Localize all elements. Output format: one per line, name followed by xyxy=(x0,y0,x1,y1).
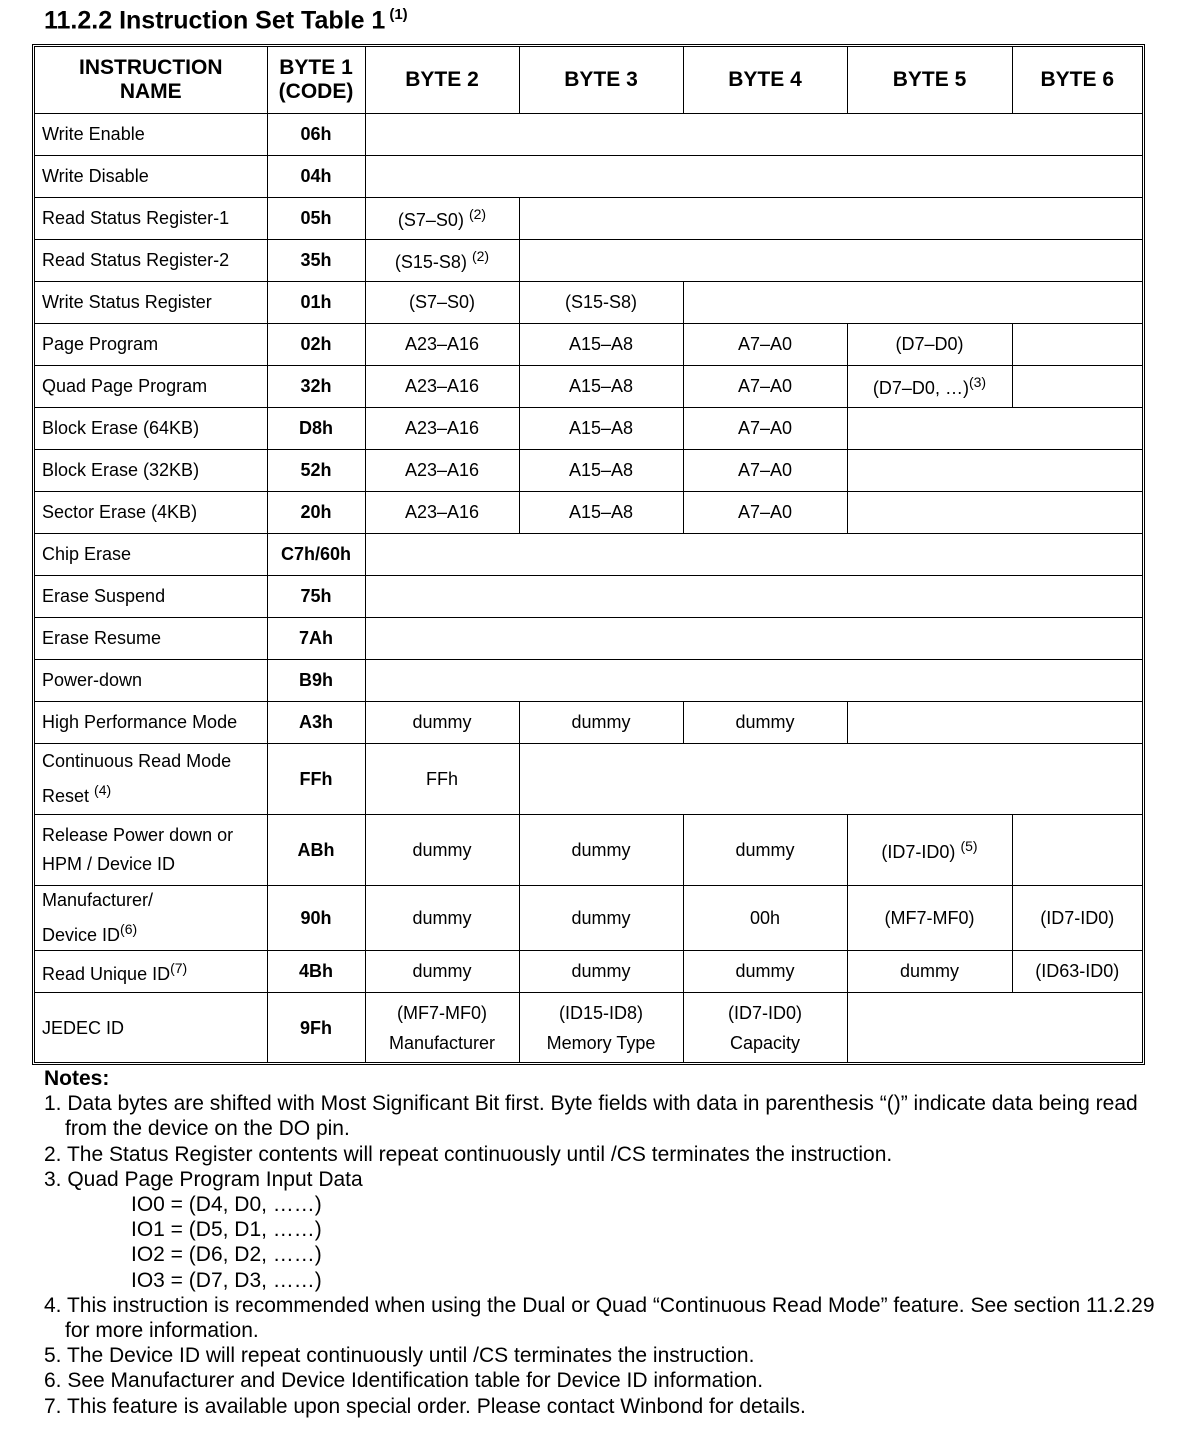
instruction-name: Power-down xyxy=(35,660,267,702)
instruction-code: 9Fh xyxy=(267,993,365,1064)
byte4-cell: A7–A0 xyxy=(683,324,847,366)
instruction-code: 02h xyxy=(267,324,365,366)
byte2-cell: A23–A16 xyxy=(365,408,519,450)
instruction-code: 7Ah xyxy=(267,618,365,660)
byte5-cell: (MF7-MF0) xyxy=(847,886,1012,951)
instruction-code: 20h xyxy=(267,492,365,534)
instruction-code: 75h xyxy=(267,576,365,618)
byte3-cell: dummy xyxy=(519,886,683,951)
instruction-code: 35h xyxy=(267,240,365,282)
byte4-cell: A7–A0 xyxy=(683,366,847,408)
byte5-cell: (D7–D0) xyxy=(847,324,1012,366)
instruction-code: 01h xyxy=(267,282,365,324)
table-row xyxy=(35,198,1142,240)
instruction-name: Continuous Read Mode Reset $^{(4)}$ xyxy=(35,744,267,815)
instruction-name: Read Status Register-2 xyxy=(35,240,267,282)
byte2-cell: (S7–S0) xyxy=(365,282,519,324)
col-header-byte6: BYTE 6 xyxy=(1012,47,1142,114)
instruction-name: Read Unique ID$^{(7)}$ xyxy=(35,951,267,993)
empty-cell xyxy=(519,744,1142,815)
table-row xyxy=(35,492,1142,534)
instruction-name: Block Erase (64KB) xyxy=(35,408,267,450)
byte4-cell: A7–A0 xyxy=(683,492,847,534)
empty-cell xyxy=(365,534,1142,576)
byte3-cell: A15–A8 xyxy=(519,366,683,408)
instruction-name: JEDEC ID xyxy=(35,993,267,1064)
instruction-code: 90h xyxy=(267,886,365,951)
byte4-cell: 00h xyxy=(683,886,847,951)
instruction-name: Block Erase (32KB) xyxy=(35,450,267,492)
table-row xyxy=(35,324,1142,366)
section-heading-footnote: (1) xyxy=(389,6,408,23)
byte6-cell: (ID63-ID0) xyxy=(1012,951,1142,993)
byte2-cell: (S15-S8) $^{(2)}$ xyxy=(365,240,519,282)
instruction-code: A3h xyxy=(267,702,365,744)
instruction-name: Quad Page Program xyxy=(35,366,267,408)
byte2-cell: FFh xyxy=(365,744,519,815)
byte3-cell: A15–A8 xyxy=(519,324,683,366)
table-row xyxy=(35,366,1142,408)
section-heading-text: 11.2.2 Instruction Set Table 1 xyxy=(44,6,386,35)
empty-cell xyxy=(847,492,1142,534)
instruction-code: 32h xyxy=(267,366,365,408)
col-header-byte5: BYTE 5 xyxy=(847,47,1012,114)
byte2-cell: A23–A16 xyxy=(365,324,519,366)
table-row xyxy=(35,576,1142,618)
byte4-cell: A7–A0 xyxy=(683,450,847,492)
note-3-io2: IO2 = (D6, D2, ……) xyxy=(131,1243,322,1267)
byte6-cell: (ID7-ID0) xyxy=(1012,886,1142,951)
empty-cell xyxy=(1012,366,1142,408)
table-row xyxy=(35,282,1142,324)
empty-cell xyxy=(365,576,1142,618)
byte4-cell: dummy xyxy=(683,702,847,744)
empty-cell xyxy=(519,198,1142,240)
empty-cell xyxy=(847,702,1142,744)
table-row xyxy=(35,886,1142,951)
table-row xyxy=(35,744,1142,815)
byte3-cell: dummy xyxy=(519,702,683,744)
table-row xyxy=(35,114,1142,156)
byte2-cell: (S7–S0) $^{(2)}$ xyxy=(365,198,519,240)
table-row xyxy=(35,450,1142,492)
byte4-cell: A7–A0 xyxy=(683,408,847,450)
note-3-io1: IO1 = (D5, D1, ……) xyxy=(131,1218,322,1242)
instruction-table-frame xyxy=(32,44,1145,1065)
byte3-cell: dummy xyxy=(519,815,683,886)
instruction-code: FFh xyxy=(267,744,365,815)
note-3-io3: IO3 = (D7, D3, ……) xyxy=(131,1268,322,1292)
instruction-name: High Performance Mode xyxy=(35,702,267,744)
section-heading xyxy=(44,6,408,35)
instruction-code: B9h xyxy=(267,660,365,702)
byte3-cell: (ID15-ID8) Memory Type xyxy=(519,993,683,1064)
col-header-name: INSTRUCTION NAME xyxy=(35,47,267,114)
instruction-code: 04h xyxy=(267,156,365,198)
byte2-cell: dummy xyxy=(365,702,519,744)
col-header-byte1: BYTE 1 (CODE) xyxy=(267,47,365,114)
col-header-byte4: BYTE 4 xyxy=(683,47,847,114)
notes-title: Notes: xyxy=(44,1067,110,1090)
instruction-name: Manufacturer/ Device ID$^{(6)}$ xyxy=(35,886,267,951)
table-header-row xyxy=(35,47,1142,114)
table-row xyxy=(35,993,1142,1064)
table-row xyxy=(35,815,1142,886)
empty-cell xyxy=(847,408,1142,450)
byte2-cell: dummy xyxy=(365,886,519,951)
byte2-cell: dummy xyxy=(365,815,519,886)
instruction-code: 4Bh xyxy=(267,951,365,993)
table-row xyxy=(35,618,1142,660)
instruction-name: Sector Erase (4KB) xyxy=(35,492,267,534)
empty-cell xyxy=(847,450,1142,492)
instruction-code: 05h xyxy=(267,198,365,240)
instruction-name: Write Enable xyxy=(35,114,267,156)
empty-cell xyxy=(683,282,1142,324)
note-4: 4. This instruction is recommended when using the Dual or Quad “Continuous Read Mode” feature. See section 11.2.29 for more information. xyxy=(44,1293,1155,1343)
col-header-byte2: BYTE 2 xyxy=(365,47,519,114)
byte5-cell: dummy xyxy=(847,951,1012,993)
empty-cell xyxy=(365,114,1142,156)
table-row xyxy=(35,240,1142,282)
empty-cell xyxy=(1012,324,1142,366)
byte3-cell: dummy xyxy=(519,951,683,993)
byte2-cell: (MF7-MF0) Manufacturer xyxy=(365,993,519,1064)
table-row xyxy=(35,534,1142,576)
empty-cell xyxy=(365,660,1142,702)
instruction-name: Chip Erase xyxy=(35,534,267,576)
byte4-cell: dummy xyxy=(683,815,847,886)
note-5: 5. The Device ID will repeat continuously until /CS terminates the instruction. xyxy=(44,1344,755,1368)
byte3-cell: A15–A8 xyxy=(519,492,683,534)
instruction-code: 52h xyxy=(267,450,365,492)
byte2-cell: A23–A16 xyxy=(365,450,519,492)
table-row xyxy=(35,951,1142,993)
instruction-code: D8h xyxy=(267,408,365,450)
col-header-byte3: BYTE 3 xyxy=(519,47,683,114)
note-1: 1. Data bytes are shifted with Most Significant Bit first. Byte fields with data in parenthesis “()” indicate data being read from the device on the DO pin. xyxy=(44,1092,1138,1141)
instruction-name: Page Program xyxy=(35,324,267,366)
table-row xyxy=(35,156,1142,198)
byte3-cell: A15–A8 xyxy=(519,450,683,492)
byte2-cell: A23–A16 xyxy=(365,366,519,408)
empty-cell xyxy=(365,618,1142,660)
notes-section xyxy=(44,1066,1184,1419)
byte5-cell: (ID7-ID0) $^{(5)}$ xyxy=(847,815,1012,886)
byte2-cell: dummy xyxy=(365,951,519,993)
empty-cell xyxy=(519,240,1142,282)
byte3-cell: A15–A8 xyxy=(519,408,683,450)
note-7: 7. This feature is available upon special order. Please contact Winbond for details. xyxy=(44,1394,806,1418)
byte2-cell: A23–A16 xyxy=(365,492,519,534)
instruction-set-table xyxy=(35,47,1142,1063)
instruction-name: Erase Resume xyxy=(35,618,267,660)
note-2: 2. The Status Register contents will repeat continuously until /CS terminates the instruction. xyxy=(44,1142,893,1166)
byte5-cell: (D7–D0, …)$^{(3)}$ xyxy=(847,366,1012,408)
table-row xyxy=(35,408,1142,450)
empty-cell xyxy=(1012,815,1142,886)
instruction-code: C7h/60h xyxy=(267,534,365,576)
table-row xyxy=(35,660,1142,702)
instruction-name: Write Status Register xyxy=(35,282,267,324)
empty-cell xyxy=(365,156,1142,198)
instruction-code: 06h xyxy=(267,114,365,156)
empty-cell xyxy=(847,993,1142,1064)
note-3-io0: IO0 = (D4, D0, ……) xyxy=(131,1193,322,1217)
instruction-name: Release Power down or HPM / Device ID xyxy=(35,815,267,886)
note-6: 6. See Manufacturer and Device Identification table for Device ID information. xyxy=(44,1369,764,1393)
note-3: 3. Quad Page Program Input Data xyxy=(44,1167,363,1191)
byte3-cell: (S15-S8) xyxy=(519,282,683,324)
instruction-code: ABh xyxy=(267,815,365,886)
instruction-name: Read Status Register-1 xyxy=(35,198,267,240)
instruction-name: Erase Suspend xyxy=(35,576,267,618)
byte4-cell: dummy xyxy=(683,951,847,993)
byte4-cell: (ID7-ID0) Capacity xyxy=(683,993,847,1064)
table-row xyxy=(35,702,1142,744)
instruction-name: Write Disable xyxy=(35,156,267,198)
